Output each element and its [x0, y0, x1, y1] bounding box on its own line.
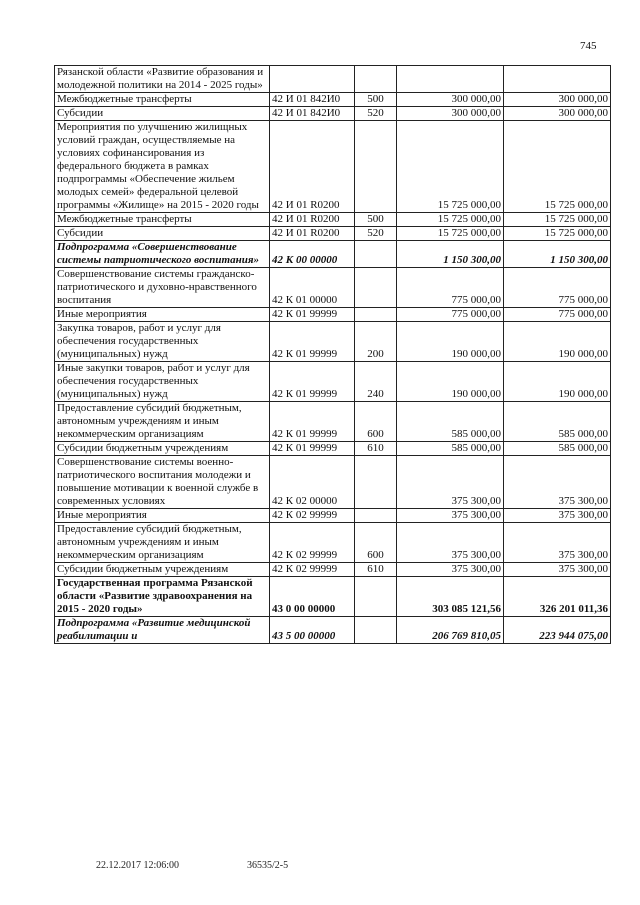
row-code-cell: 42 К 02 99999: [270, 563, 355, 577]
row-type-cell: 500: [355, 93, 397, 107]
row-type-cell: 240: [355, 362, 397, 402]
row-amount1-cell: 206 769 810,05: [397, 617, 504, 644]
row-amount2-cell: 375 300,00: [504, 523, 611, 563]
table-row: [55, 563, 611, 577]
row-code-cell: 42 К 02 00000: [270, 456, 355, 509]
row-code-cell: 42 И 01 R0200: [270, 121, 355, 213]
row-name-cell: Рязанской области «Развитие образования и молодежной политики на 2014 - 2025 годы»: [55, 66, 270, 93]
row-amount2-cell: 775 000,00: [504, 308, 611, 322]
row-type-cell: [355, 241, 397, 268]
row-code-cell: 42 К 02 99999: [270, 523, 355, 563]
row-amount1-cell: 15 725 000,00: [397, 227, 504, 241]
row-name-cell: Совершенствование системы гражданско-патриотического и духовно-нравственного воспитания: [55, 268, 270, 308]
table-row: [55, 509, 611, 523]
row-amount2-cell: 585 000,00: [504, 442, 611, 456]
row-code-cell: [270, 66, 355, 93]
row-amount2-cell: 223 944 075,00: [504, 617, 611, 644]
row-name-cell: Субсидии: [55, 227, 270, 241]
row-name-cell: Субсидии бюджетным учреждениям: [55, 563, 270, 577]
row-name-cell: Совершенствование системы военно-патриотического воспитания молодежи и повышение мотивации к военной службе в современных условиях: [55, 456, 270, 509]
table-row: [55, 241, 611, 268]
row-type-cell: [355, 308, 397, 322]
footer-date: 22.12.2017 12:06:00: [96, 860, 180, 871]
row-name-cell: Иные закупки товаров, работ и услуг для обеспечения государственных (муниципальных) нужд: [55, 362, 270, 402]
table-row: [55, 107, 611, 121]
row-amount2-cell: 375 300,00: [504, 563, 611, 577]
row-amount2-cell: 375 300,00: [504, 509, 611, 523]
row-type-cell: 610: [355, 563, 397, 577]
row-amount1-cell: 300 000,00: [397, 107, 504, 121]
row-name-cell: Иные мероприятия: [55, 308, 270, 322]
table-row: [55, 308, 611, 322]
row-name-cell: Государственная программа Рязанской области «Развитие здравоохранения на 2015 - 2020 годы»: [55, 577, 270, 617]
row-amount1-cell: 1 150 300,00: [397, 241, 504, 268]
row-type-cell: [355, 121, 397, 213]
row-name-cell: Предоставление субсидий бюджетным, автономным учреждениям и иным некоммерческим организациям: [55, 402, 270, 442]
row-code-cell: 42 К 01 99999: [270, 322, 355, 362]
table-body: [55, 66, 611, 644]
row-name-cell: Подпрограмма «Совершенствование системы патриотического воспитания»: [55, 241, 270, 268]
row-type-cell: [355, 456, 397, 509]
table-row: [55, 121, 611, 213]
table-row: [55, 227, 611, 241]
row-code-cell: 42 К 00 00000: [270, 241, 355, 268]
row-type-cell: 500: [355, 213, 397, 227]
row-amount2-cell: 190 000,00: [504, 362, 611, 402]
row-amount1-cell: 775 000,00: [397, 268, 504, 308]
row-amount1-cell: 375 300,00: [397, 509, 504, 523]
table-row: [55, 322, 611, 362]
table-row: [55, 456, 611, 509]
row-amount1-cell: 303 085 121,56: [397, 577, 504, 617]
table-row: [55, 362, 611, 402]
row-code-cell: 42 К 01 99999: [270, 362, 355, 402]
row-amount1-cell: 375 300,00: [397, 456, 504, 509]
row-amount1-cell: 300 000,00: [397, 93, 504, 107]
page-number: 745: [580, 40, 597, 52]
row-amount2-cell: 15 725 000,00: [504, 213, 611, 227]
row-type-cell: 610: [355, 442, 397, 456]
row-type-cell: [355, 268, 397, 308]
row-code-cell: 43 0 00 00000: [270, 577, 355, 617]
row-code-cell: 42 К 02 99999: [270, 509, 355, 523]
row-amount2-cell: 775 000,00: [504, 268, 611, 308]
row-amount2-cell: 375 300,00: [504, 456, 611, 509]
row-code-cell: 43 5 00 00000: [270, 617, 355, 644]
row-amount2-cell: 15 725 000,00: [504, 121, 611, 213]
table-row: [55, 442, 611, 456]
row-code-cell: 42 К 01 99999: [270, 402, 355, 442]
row-type-cell: [355, 509, 397, 523]
table-row: [55, 523, 611, 563]
row-code-cell: 42 К 01 00000: [270, 268, 355, 308]
row-name-cell: Иные мероприятия: [55, 509, 270, 523]
row-type-cell: 600: [355, 523, 397, 563]
row-type-cell: 200: [355, 322, 397, 362]
budget-table: [54, 65, 611, 644]
row-amount2-cell: 585 000,00: [504, 402, 611, 442]
table-row: [55, 268, 611, 308]
row-type-cell: 520: [355, 227, 397, 241]
row-name-cell: Подпрограмма «Развитие медицинской реабилитации и: [55, 617, 270, 644]
row-amount2-cell: 190 000,00: [504, 322, 611, 362]
row-name-cell: Закупка товаров, работ и услуг для обеспечения государственных (муниципальных) нужд: [55, 322, 270, 362]
row-amount1-cell: 190 000,00: [397, 322, 504, 362]
row-name-cell: Межбюджетные трансферты: [55, 213, 270, 227]
row-code-cell: 42 И 01 R0200: [270, 227, 355, 241]
table-row: [55, 402, 611, 442]
row-amount1-cell: 375 300,00: [397, 563, 504, 577]
row-type-cell: [355, 66, 397, 93]
table-row: [55, 617, 611, 644]
row-name-cell: Предоставление субсидий бюджетным, автономным учреждениям и иным некоммерческим организациям: [55, 523, 270, 563]
row-amount1-cell: 15 725 000,00: [397, 213, 504, 227]
table-row: [55, 577, 611, 617]
table-row: [55, 93, 611, 107]
row-code-cell: 42 И 01 R0200: [270, 213, 355, 227]
row-amount1-cell: 15 725 000,00: [397, 121, 504, 213]
row-type-cell: 520: [355, 107, 397, 121]
row-type-cell: 600: [355, 402, 397, 442]
row-amount1-cell: 775 000,00: [397, 308, 504, 322]
row-name-cell: Межбюджетные трансферты: [55, 93, 270, 107]
table-row: [55, 213, 611, 227]
row-amount2-cell: 300 000,00: [504, 107, 611, 121]
row-amount2-cell: 326 201 011,36: [504, 577, 611, 617]
row-amount2-cell: 1 150 300,00: [504, 241, 611, 268]
row-code-cell: 42 К 01 99999: [270, 442, 355, 456]
row-amount1-cell: 585 000,00: [397, 442, 504, 456]
row-code-cell: 42 И 01 842И0: [270, 93, 355, 107]
table-row: [55, 66, 611, 93]
footer-doc-number: 36535/2-5: [247, 860, 289, 871]
row-type-cell: [355, 617, 397, 644]
row-name-cell: Мероприятия по улучшению жилищных условий граждан, осуществляемые на условиях софинансирования из федерального бюджета в рамках подпрограммы «Обеспечение жильем молодых семей» федеральной целевой программы «Жилище» на 2015 - 2020 годы: [55, 121, 270, 213]
row-amount2-cell: 15 725 000,00: [504, 227, 611, 241]
row-amount1-cell: 585 000,00: [397, 402, 504, 442]
row-code-cell: 42 И 01 842И0: [270, 107, 355, 121]
row-amount1-cell: 375 300,00: [397, 523, 504, 563]
row-code-cell: 42 К 01 99999: [270, 308, 355, 322]
row-name-cell: Субсидии: [55, 107, 270, 121]
row-amount2-cell: [504, 66, 611, 93]
row-amount1-cell: [397, 66, 504, 93]
row-type-cell: [355, 577, 397, 617]
row-amount1-cell: 190 000,00: [397, 362, 504, 402]
row-amount2-cell: 300 000,00: [504, 93, 611, 107]
row-name-cell: Субсидии бюджетным учреждениям: [55, 442, 270, 456]
